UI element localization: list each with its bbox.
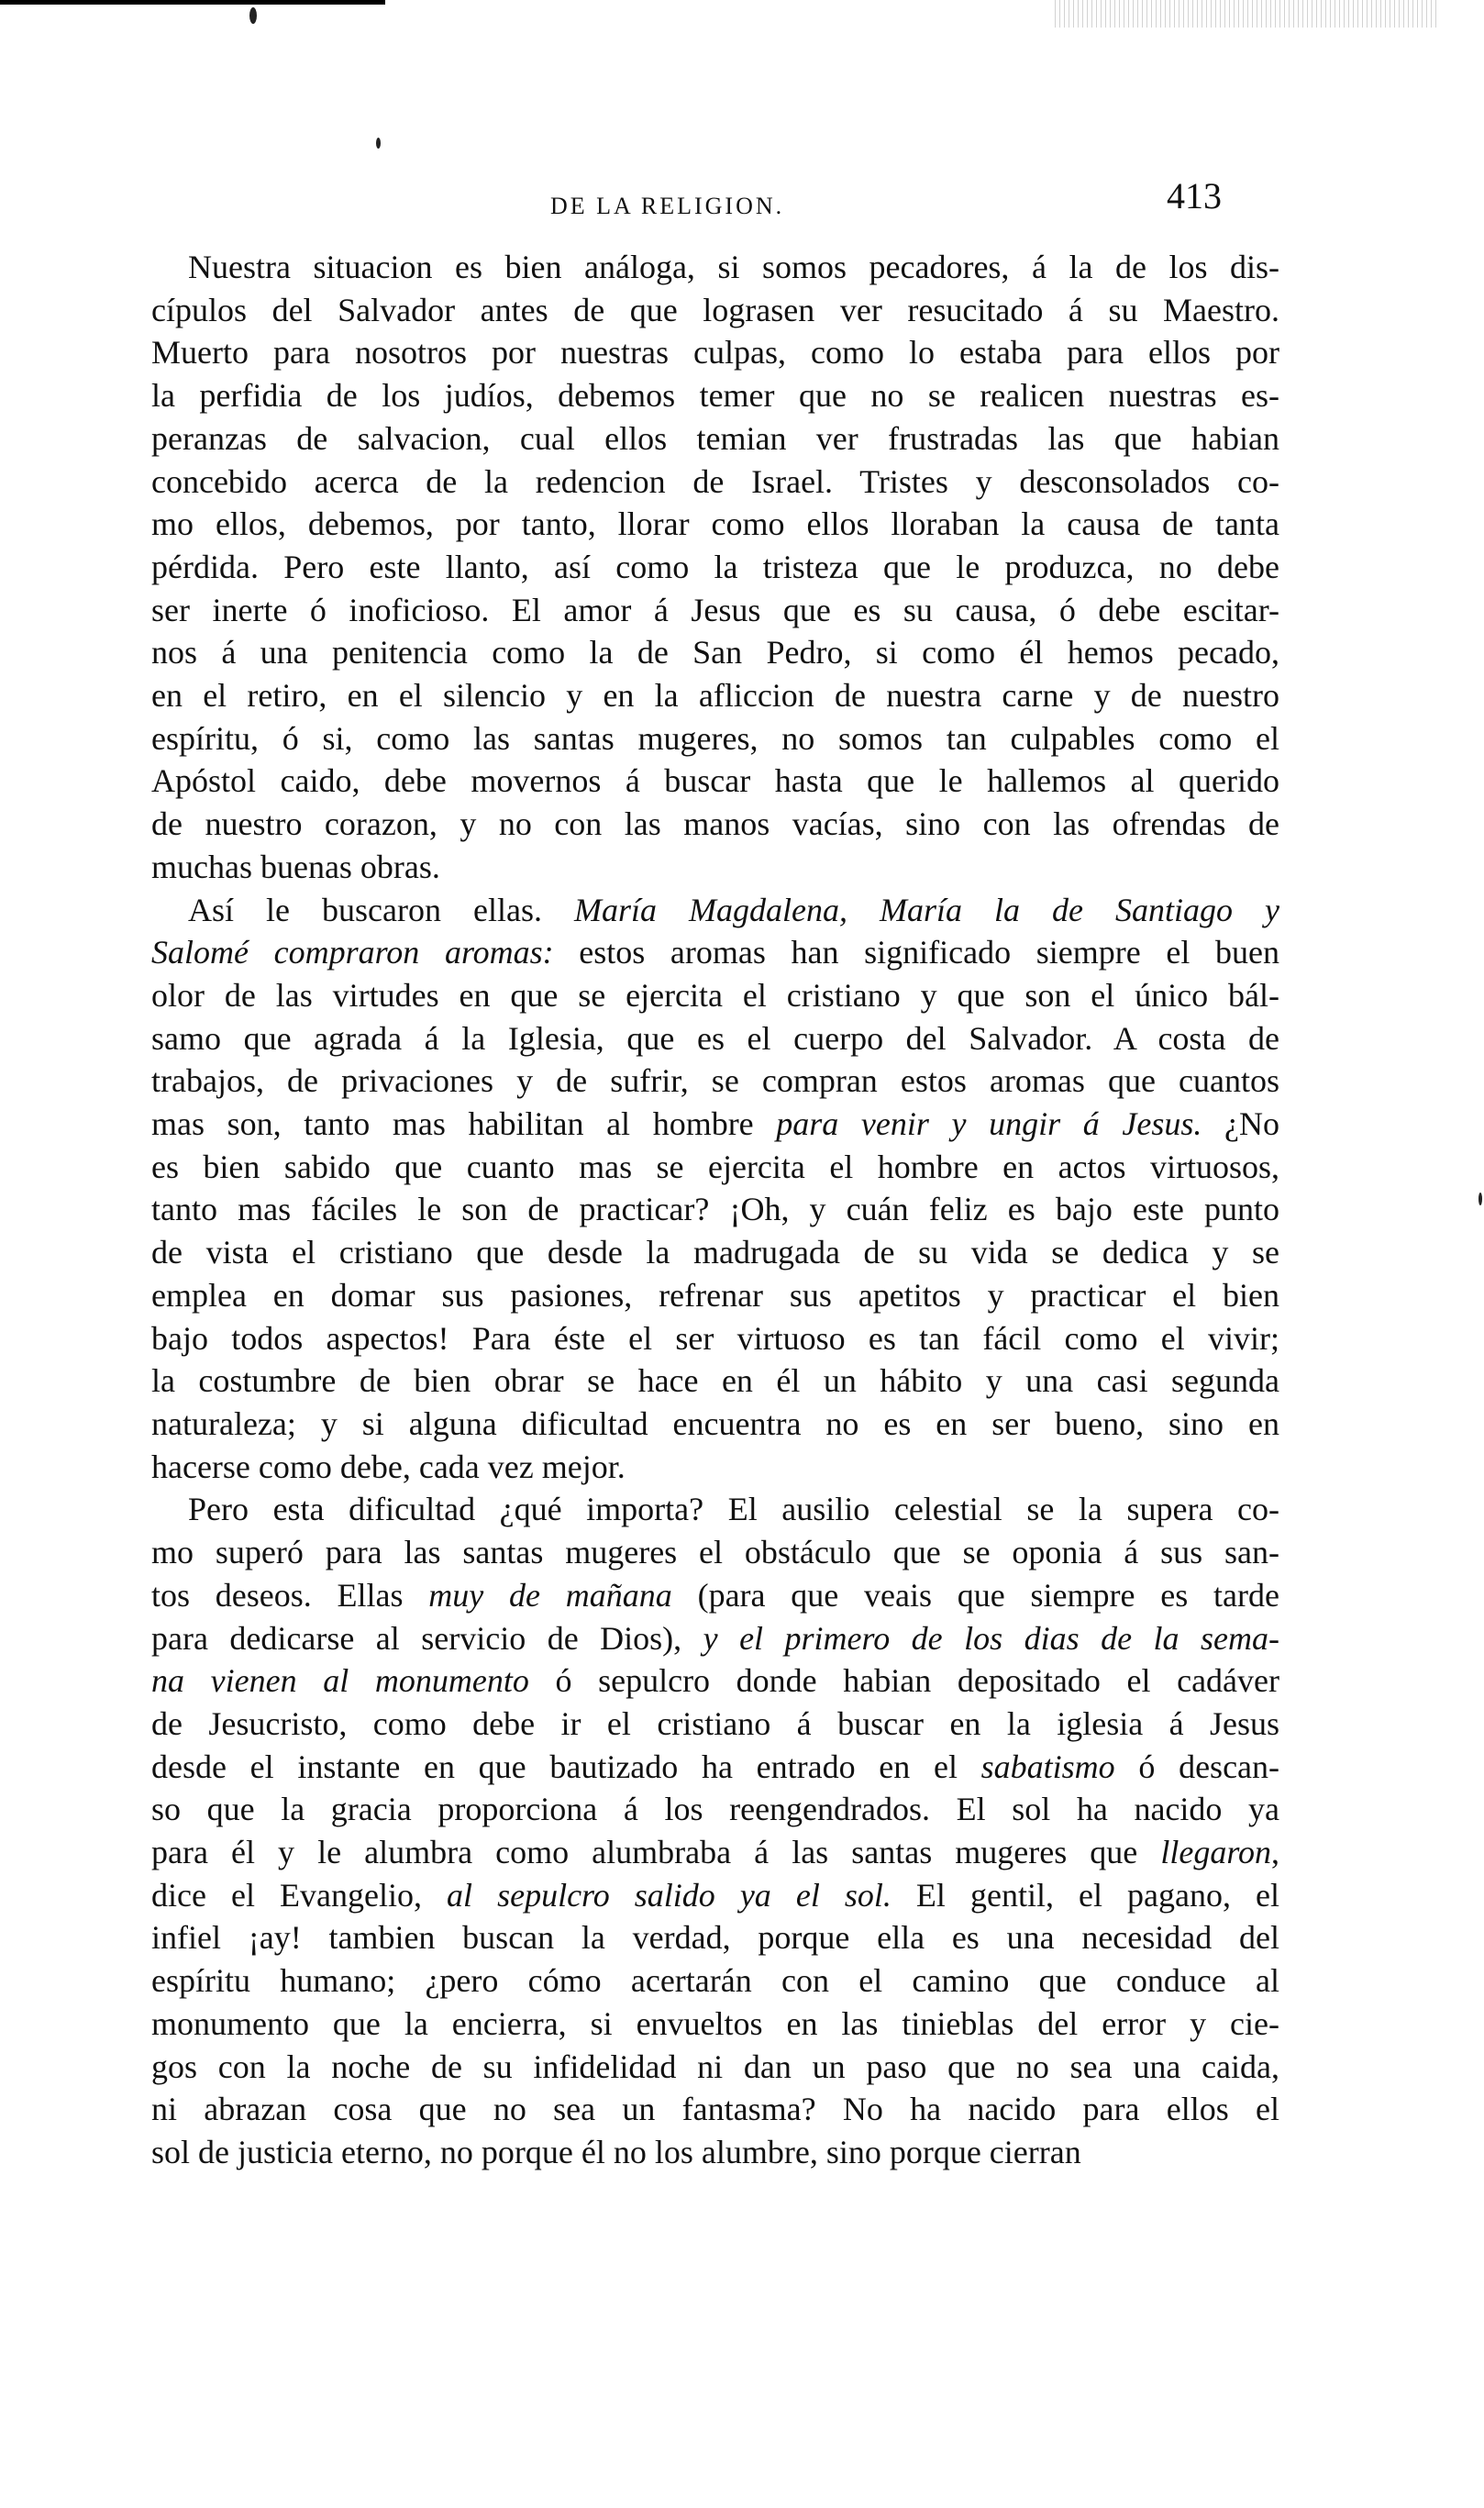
text-line <box>151 246 1279 289</box>
text-line <box>151 1446 1279 1489</box>
text-run: olor de las virtudes en que se ejercita el cristiano y que son el único bál- <box>151 976 1279 1014</box>
text-line <box>151 631 1279 674</box>
text-line <box>151 1488 1279 1531</box>
page-number: 413 <box>1167 175 1222 216</box>
italic-text: na vienen al monumento <box>151 1662 529 1700</box>
italic-text: al sepulcro salido ya el sol. <box>447 1876 892 1914</box>
text-line <box>151 1060 1279 1103</box>
text-line <box>151 974 1279 1017</box>
text-run: pérdida. Pero este llanto, así como la tristeza que le produzca, no debe <box>151 548 1279 585</box>
text-line <box>151 1703 1279 1746</box>
text-run: hacerse como debe, cada vez mejor. <box>151 1448 626 1485</box>
body-text <box>151 246 1279 2174</box>
text-run: tos deseos. Ellas <box>151 1576 429 1614</box>
text-line <box>151 1531 1279 1574</box>
text-line <box>151 1788 1279 1831</box>
paragraph <box>151 246 1279 889</box>
text-run: Apóstol caido, debe movernos á buscar hasta que le hallemos al querido <box>151 762 1279 800</box>
text-line <box>151 1359 1279 1403</box>
text-line <box>151 717 1279 760</box>
text-run: para dedicarse al servicio de Dios), <box>151 1619 703 1657</box>
text-run: dice el Evangelio, <box>151 1876 448 1914</box>
paragraph <box>151 889 1279 1489</box>
text-line <box>151 374 1279 417</box>
text-line <box>151 1103 1279 1146</box>
italic-text: llegaron <box>1160 1834 1271 1871</box>
text-run: samo que agrada á la Iglesia, que es el cuerpo del Salvador. A costa de <box>151 1019 1279 1057</box>
text-line <box>151 546 1279 589</box>
text-run: infiel ¡ay! tambien buscan la verdad, porque ella es una necesidad del <box>151 1919 1279 1957</box>
text-run: ser inerte ó inoficioso. El amor á Jesus que es su causa, ó debe escitar- <box>151 591 1279 628</box>
text-line <box>151 2003 1279 2046</box>
text-line <box>151 1574 1279 1617</box>
text-line <box>151 1746 1279 1789</box>
text-run: estos aromas han significado siempre el buen <box>553 934 1279 971</box>
text-run: ó sepulcro donde habian depositado el cadáver <box>528 1662 1280 1700</box>
text-line <box>151 931 1279 974</box>
text-run: concebido acerca de la redencion de Israel. Tristes y desconsolados co- <box>151 462 1279 500</box>
text-line <box>151 846 1279 889</box>
paragraph <box>151 1488 1279 2173</box>
text-line <box>151 1959 1279 2003</box>
text-run: para él y le alumbra como alumbraba á las santas mugeres que <box>151 1834 1161 1871</box>
text-line <box>151 417 1279 461</box>
text-run: mas son, tanto mas habilitan al hombre <box>151 1105 777 1143</box>
text-line <box>151 2046 1279 2089</box>
text-run: Muerto para nosotros por nuestras culpas, como lo estaba para ellos por <box>151 334 1279 372</box>
text-run: ni abrazan cosa que no sea un fantasma? No ha nacido para ellos el <box>151 2091 1279 2128</box>
text-run: Pero esta dificultad ¿qué importa? El ausilio celestial se la supera co- <box>188 1491 1279 1528</box>
text-run: (para que veais que siempre es tarde <box>671 1576 1279 1614</box>
text-run: monumento que la encierra, si envueltos en las tinieblas del error y cie- <box>151 2004 1279 2042</box>
text-run: de Jesucristo, como debe ir el cristiano á buscar en la iglesia á Jesus <box>151 1704 1279 1742</box>
text-run: espíritu humano; ¿pero cómo acertarán con el camino que conduce al <box>151 1962 1279 2000</box>
text-run: cípulos del Salvador antes de que lograsen ver resucitado á su Maestro. <box>151 291 1279 328</box>
text-run: Así le buscaron ellas. <box>188 891 574 928</box>
text-line <box>151 289 1279 332</box>
text-run: la perfidia de los judíos, debemos temer que no se realicen nuestras es- <box>151 377 1279 415</box>
text-line <box>151 1831 1279 1874</box>
ink-speck <box>249 7 257 24</box>
scan-noise <box>1055 0 1440 28</box>
text-run: El gentil, el pagano, el <box>891 1876 1280 1914</box>
text-run: tanto mas fáciles le son de practicar? ¡Oh, y cuán feliz es bajo este punto <box>151 1191 1279 1228</box>
ink-speck <box>376 138 381 149</box>
text-line <box>151 1274 1279 1317</box>
text-line <box>151 1916 1279 1959</box>
text-run: Nuestra situacion es bien análoga, si somos pecadores, á la de los dis- <box>188 249 1279 285</box>
text-line <box>151 331 1279 374</box>
text-line <box>151 1017 1279 1060</box>
text-line <box>151 1403 1279 1446</box>
text-line <box>151 1874 1279 1917</box>
scan-border-artifact <box>0 0 385 5</box>
text-line <box>151 1617 1279 1660</box>
text-run: gos con la noche de su infidelidad ni dan un paso que no sea una caida, <box>151 2047 1279 2085</box>
italic-text: para venir y ungir á Jesus. <box>776 1105 1202 1143</box>
text-run: mo superó para las santas mugeres el obstáculo que se oponia á sus san- <box>151 1534 1279 1571</box>
text-run: en el retiro, en el silencio y en la afliccion de nuestra carne y de nuestro <box>151 677 1279 715</box>
text-line <box>151 889 1279 932</box>
text-run: ó descan- <box>1114 1748 1280 1785</box>
text-run: es bien sabido que cuanto mas se ejercita el hombre en actos virtuosos, <box>151 1148 1279 1185</box>
text-line <box>151 503 1279 546</box>
text-line <box>151 589 1279 632</box>
text-line <box>151 803 1279 846</box>
text-run: sol de justicia eterno, no porque él no los alumbre, sino porque cierran <box>151 2133 1081 2170</box>
running-head: DE LA RELIGION. <box>550 193 785 219</box>
text-line <box>151 2088 1279 2131</box>
text-run: bajo todos aspectos! Para éste el ser virtuoso es tan fácil como el vivir; <box>151 1319 1279 1357</box>
text-run: mo ellos, debemos, por tanto, llorar como ellos lloraban la causa de tanta <box>151 505 1279 543</box>
italic-text: María Magdalena, María la de Santiago y <box>573 891 1280 928</box>
text-run: trabajos, de privaciones y de sufrir, se compran estos aromas que cuantos <box>151 1062 1279 1100</box>
text-line <box>151 674 1279 717</box>
text-run: ¿No <box>1202 1105 1279 1143</box>
text-line <box>151 1188 1279 1231</box>
text-run: , <box>1271 1834 1279 1871</box>
text-line <box>151 461 1279 504</box>
text-line <box>151 2131 1279 2174</box>
text-line <box>151 1659 1279 1703</box>
text-run: muchas buenas obras. <box>151 848 440 885</box>
text-run: naturaleza; y si alguna dificultad encuentra no es en ser bueno, sino en <box>151 1404 1279 1442</box>
text-line <box>151 1231 1279 1274</box>
ink-speck <box>1478 1193 1482 1205</box>
italic-text: sabatismo <box>980 1748 1115 1785</box>
text-line <box>151 1317 1279 1360</box>
italic-text: Salomé compraron aromas: <box>151 934 554 971</box>
text-run: la costumbre de bien obrar se hace en él un hábito y una casi segunda <box>151 1362 1279 1400</box>
text-line <box>151 1146 1279 1189</box>
text-run: desde el instante en que bautizado ha entrado en el <box>151 1748 981 1785</box>
text-run: de nuestro corazon, y no con las manos vacías, sino con las ofrendas de <box>151 805 1279 843</box>
text-run: de vista el cristiano que desde la madrugada de su vida se dedica y se <box>151 1234 1279 1271</box>
text-run: so que la gracia proporciona á los reengendrados. El sol ha nacido ya <box>151 1791 1279 1828</box>
italic-text: muy de mañana <box>428 1576 672 1614</box>
text-run: emplea en domar sus pasiones, refrenar sus apetitos y practicar el bien <box>151 1276 1279 1314</box>
text-run: espíritu, ó si, como las santas mugeres, no somos tan culpables como el <box>151 719 1279 757</box>
italic-text: y el primero de los dias de la sema- <box>703 1619 1279 1657</box>
text-run: peranzas de salvacion, cual ellos temian ver frustradas las que habian <box>151 419 1279 457</box>
text-line <box>151 760 1279 803</box>
text-run: nos á una penitencia como la de San Pedro, si como él hemos pecado, <box>151 634 1279 671</box>
